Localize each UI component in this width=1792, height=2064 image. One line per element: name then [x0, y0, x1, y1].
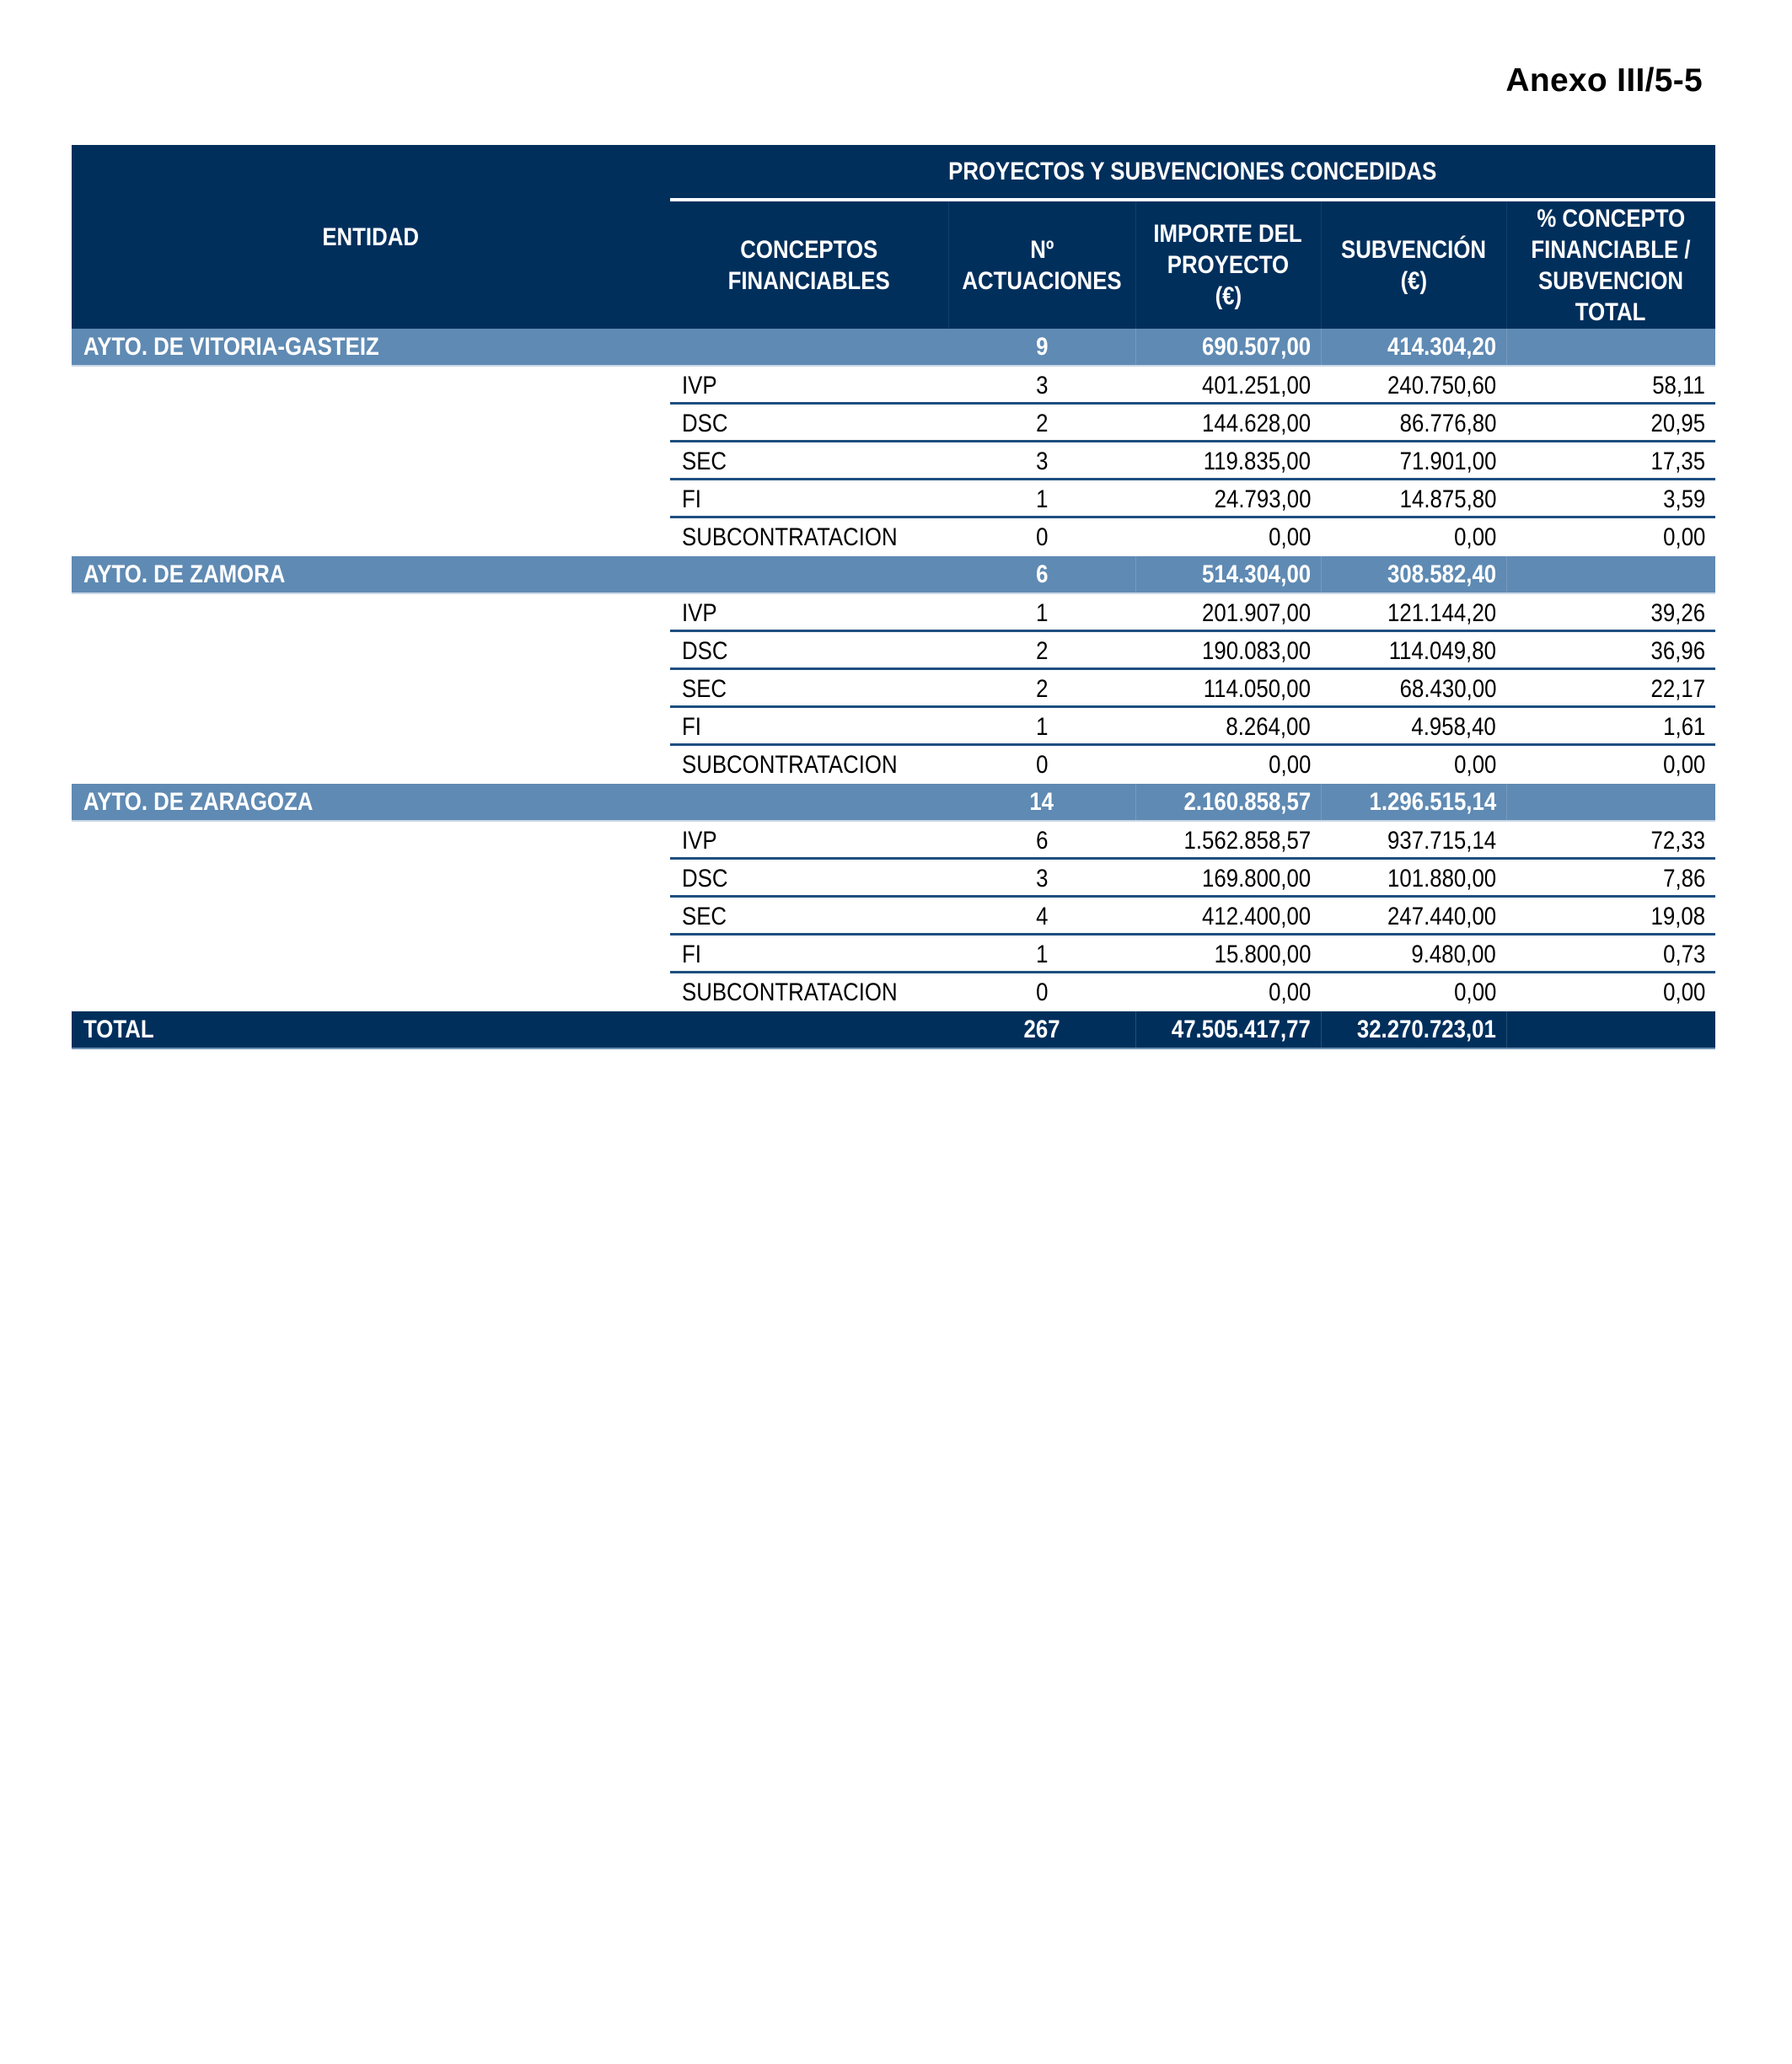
header-pct-line: % CONCEPTO [1537, 204, 1685, 233]
subvencion: 114.049,80 [1388, 636, 1496, 665]
importe: 0,00 [1268, 978, 1311, 1006]
importe: 169.800,00 [1201, 864, 1311, 893]
entity-name: AYTO. DE VITORIA-GASTEIZ [83, 332, 379, 361]
num: 2 [1035, 674, 1049, 703]
total-importe: 47.505.417,77 [1172, 1015, 1311, 1043]
header-importe-line: PROYECTO [1167, 251, 1290, 279]
table-row [72, 670, 1715, 708]
table-row [72, 405, 1715, 442]
entity-name: AYTO. DE ZAMORA [83, 560, 286, 588]
table-row [72, 367, 1715, 405]
header-entidad [72, 145, 670, 329]
header-conceptos [670, 201, 948, 329]
concepto: FI [682, 485, 701, 513]
table-row [72, 632, 1715, 670]
importe: 0,00 [1268, 750, 1311, 779]
header-conceptos-line: FINANCIABLES [727, 266, 891, 295]
pct: 0,00 [1662, 978, 1705, 1006]
header-subvencion-line: (€) [1400, 266, 1427, 295]
entity-num: 6 [1035, 560, 1049, 588]
table-row [72, 442, 1715, 480]
header-importe [1135, 201, 1321, 329]
entity-subvencion: 308.582,40 [1387, 560, 1496, 588]
total-num: 267 [1023, 1015, 1060, 1043]
pct: 0,00 [1662, 750, 1705, 779]
table-row [72, 936, 1715, 973]
subsidies-table [72, 145, 1715, 1049]
subvencion: 4.958,40 [1411, 712, 1496, 741]
num: 0 [1035, 978, 1049, 1006]
pct: 0,00 [1662, 523, 1705, 551]
subvencion: 9.480,00 [1411, 940, 1496, 968]
concepto: FI [682, 712, 701, 741]
entity-name: AYTO. DE ZARAGOZA [83, 787, 314, 816]
entity-row [72, 329, 1715, 367]
num: 3 [1035, 864, 1049, 893]
pct: 20,95 [1650, 409, 1705, 437]
entity-importe: 2.160.858,57 [1183, 787, 1311, 816]
pct: 1,61 [1662, 712, 1705, 741]
annex-title: Anexo III/5-5 [1505, 62, 1703, 99]
subvencion: 121.144,20 [1387, 598, 1496, 627]
importe: 24.793,00 [1214, 485, 1311, 513]
num: 0 [1035, 523, 1049, 551]
subvencion: 71.901,00 [1399, 447, 1496, 475]
concepto: IVP [682, 598, 717, 627]
header-entidad-label: ENTIDAD [322, 222, 420, 251]
entity-num: 14 [1029, 787, 1054, 816]
entity-subvencion: 1.296.515,14 [1369, 787, 1496, 816]
entity-num: 9 [1035, 332, 1049, 361]
num: 1 [1035, 598, 1049, 627]
pct: 22,17 [1650, 674, 1705, 703]
subvencion: 0,00 [1453, 750, 1496, 779]
subvencion: 937.715,14 [1387, 826, 1496, 855]
importe: 119.835,00 [1203, 447, 1311, 475]
num: 2 [1035, 409, 1049, 437]
num: 4 [1035, 902, 1049, 930]
header-importe-line: IMPORTE DEL [1153, 220, 1303, 248]
entity-row [72, 784, 1715, 822]
pct: 0,73 [1662, 940, 1705, 968]
header-super [670, 145, 1715, 198]
pct: 17,35 [1650, 447, 1705, 475]
concepto: DSC [682, 409, 728, 437]
importe: 1.562.858,57 [1183, 826, 1311, 855]
importe: 8.264,00 [1226, 712, 1311, 741]
table-row [72, 480, 1715, 518]
subvencion: 14.875,80 [1399, 485, 1496, 513]
importe: 0,00 [1268, 523, 1311, 551]
header-pct-line: SUBVENCION [1537, 266, 1684, 295]
num: 2 [1035, 636, 1049, 665]
header-num-line: Nº [1029, 235, 1054, 264]
subvencion: 101.880,00 [1387, 864, 1496, 893]
num: 1 [1035, 485, 1049, 513]
pct: 72,33 [1650, 826, 1705, 855]
importe: 114.050,00 [1203, 674, 1311, 703]
pct: 3,59 [1662, 485, 1705, 513]
subvencion: 0,00 [1453, 978, 1496, 1006]
num: 3 [1035, 447, 1049, 475]
total-label: TOTAL [83, 1015, 154, 1043]
concepto: SEC [682, 447, 727, 475]
header-num-actuaciones [948, 201, 1135, 329]
header-num-line: ACTUACIONES [962, 266, 1122, 295]
table-row [72, 973, 1715, 1011]
concepto: SUBCONTRATACION [682, 750, 898, 779]
total-row [72, 1011, 1715, 1049]
pct: 58,11 [1652, 371, 1705, 399]
importe: 401.251,00 [1201, 371, 1311, 399]
entity-subvencion: 414.304,20 [1387, 332, 1496, 361]
subvencion: 68.430,00 [1399, 674, 1496, 703]
importe: 144.628,00 [1201, 409, 1311, 437]
importe: 190.083,00 [1201, 636, 1311, 665]
concepto: DSC [682, 864, 728, 893]
table-header [72, 145, 1715, 329]
concepto: SUBCONTRATACION [682, 523, 898, 551]
num: 6 [1035, 826, 1049, 855]
header-super-label: PROYECTOS Y SUBVENCIONES CONCEDIDAS [948, 158, 1437, 185]
header-subvencion [1321, 201, 1506, 329]
header-conceptos-line: CONCEPTOS [740, 235, 878, 264]
concepto: SEC [682, 902, 727, 930]
total-subvencion: 32.270.723,01 [1357, 1015, 1496, 1043]
table-row [72, 518, 1715, 556]
concepto: IVP [682, 826, 717, 855]
table-row [72, 746, 1715, 784]
table-row [72, 898, 1715, 936]
header-importe-line: (€) [1215, 282, 1242, 310]
subvencion: 247.440,00 [1387, 902, 1496, 930]
importe: 15.800,00 [1214, 940, 1311, 968]
concepto: IVP [682, 371, 717, 399]
concepto: SUBCONTRATACION [682, 978, 898, 1006]
concepto: SEC [682, 674, 727, 703]
pct: 19,08 [1650, 902, 1705, 930]
pct: 7,86 [1662, 864, 1705, 893]
importe: 412.400,00 [1201, 902, 1311, 930]
pct: 36,96 [1650, 636, 1705, 665]
importe: 201.907,00 [1201, 598, 1311, 627]
subvencion: 86.776,80 [1399, 409, 1496, 437]
num: 1 [1035, 712, 1049, 741]
header-pct [1506, 201, 1715, 329]
num: 3 [1035, 371, 1049, 399]
concepto: DSC [682, 636, 728, 665]
table-body [72, 329, 1715, 1049]
entity-importe: 690.507,00 [1201, 332, 1311, 361]
subvencion: 240.750,60 [1387, 371, 1496, 399]
header-pct-line: TOTAL [1575, 298, 1646, 326]
num: 1 [1035, 940, 1049, 968]
num: 0 [1035, 750, 1049, 779]
table-row [72, 708, 1715, 746]
table-row [72, 594, 1715, 632]
entity-row [72, 556, 1715, 594]
table-row [72, 822, 1715, 860]
subvencion: 0,00 [1453, 523, 1496, 551]
table-row [72, 860, 1715, 898]
header-subvencion-line: SUBVENCIÓN [1340, 235, 1487, 264]
pct: 39,26 [1650, 598, 1705, 627]
concepto: FI [682, 940, 701, 968]
header-pct-line: FINANCIABLE / [1531, 235, 1691, 264]
entity-importe: 514.304,00 [1201, 560, 1311, 588]
